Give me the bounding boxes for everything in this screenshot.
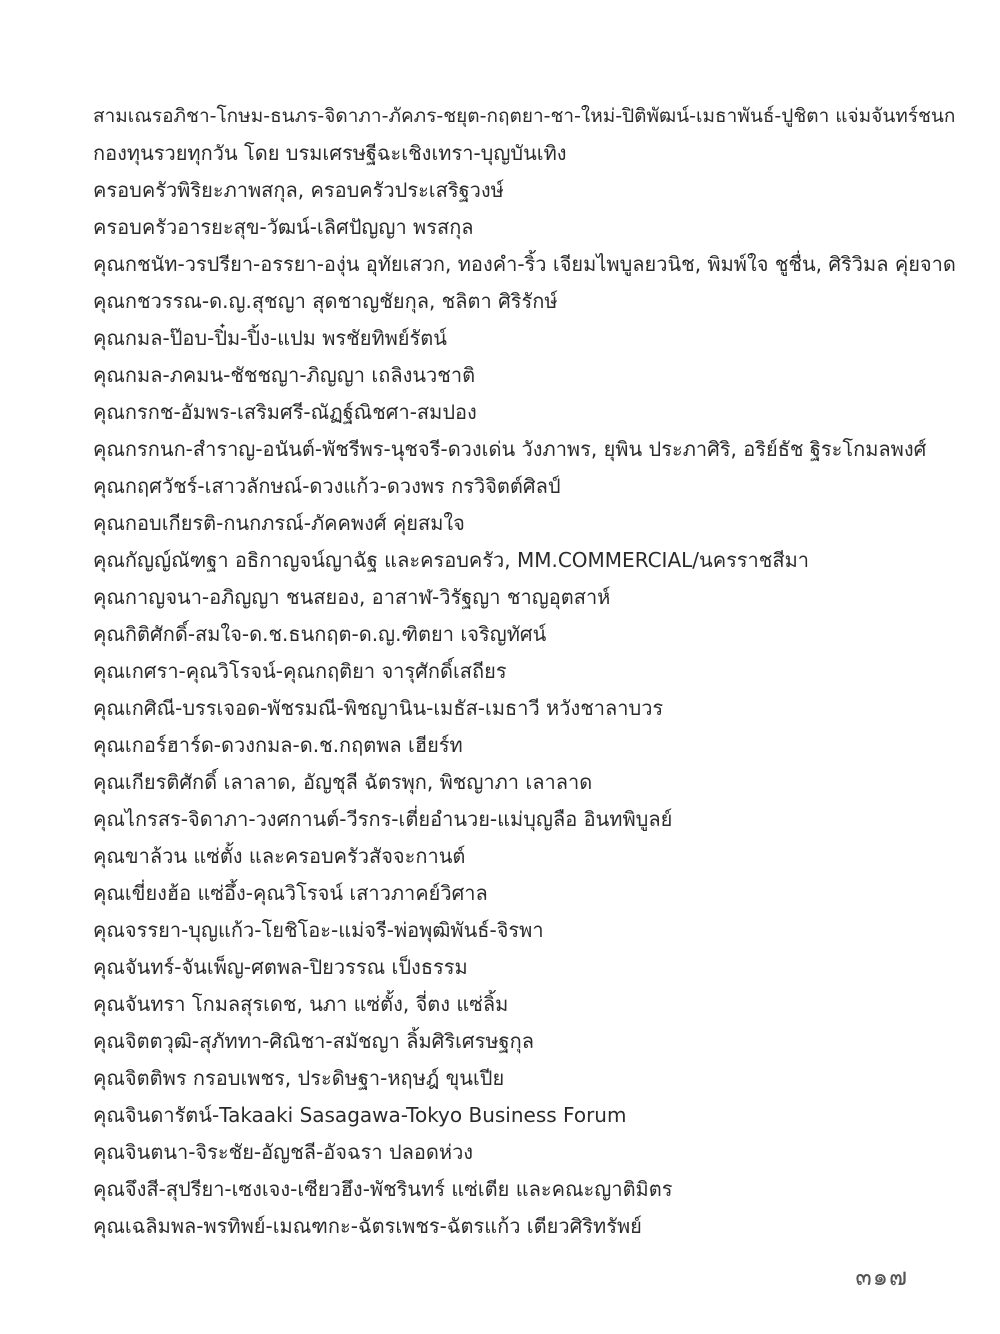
name-line: คุณจินดารัตน์-Takaaki Sasagawa-Tokyo Business Forum [93, 1103, 627, 1127]
name-line: คุณขาล้วน แซ่ตั้ง และครอบครัวสัจจะกานต์ [93, 844, 466, 868]
name-line: คุณเขี่ยงฮ้อ แซ่อึ้ง-คุณวิโรจน์ เสาวภาคย์วิศาล [93, 881, 488, 905]
name-line: คุณจึงสี-สุปรียา-เซงเจง-เซียวฮึง-พัชรินทร์ แซ่เตีย และคณะญาติมิตร [93, 1177, 673, 1201]
name-line: คุณเกศิณี-บรรเจอด-พัชรมณี-พิชญานิน-เมธัส-เมธาวี หวังชาลาบวร [93, 696, 664, 720]
name-line: คุณจินตนา-จิระชัย-อัญชลี-อัจฉรา ปลอดห่วง [93, 1140, 474, 1164]
name-line: คุณกชนัท-วรปรียา-อรรยา-องุ่น อุทัยเสวก, ทองคำ-ริ้ว เจียมไพบูลยวนิช, พิมพ์ใจ ชูชื่น, ศิริวิมล คุ่ยจาด [93, 252, 956, 276]
name-line: คุณกรกนก-สำราญ-อนันต์-พัชรีพร-นุชจรี-ดวงเด่น วังภาพร, ยุพิน ประภาศิริ, อริย์ธัช ฐิระโกมลพงศ์ [93, 437, 927, 461]
donor-name-list [93, 98, 963, 1245]
name-line: คุณกฤศวัชร์-เสาวลักษณ์-ดวงแก้ว-ดวงพร กรวิจิตต์ศิลป์ [93, 474, 561, 498]
name-line: คุณกาญจนา-อภิญญา ชนสยอง, อาสาฬ-วิรัฐญา ชาญอุตสาห์ [93, 585, 611, 609]
name-line: คุณกรกช-อัมพร-เสริมศรี-ณัฏฐ์ณิชศา-สมปอง [93, 400, 477, 424]
name-line: คุณจิตตวุฒิ-สุภัททา-ศิณิชา-สมัชญา ลิ้มศิริเศรษฐกุล [93, 1029, 534, 1053]
name-line: คุณกมล-ภคมน-ชัชชญา-ภิญญา เถลิงนวชาติ [93, 363, 476, 387]
name-line: คุณเฉลิมพล-พรทิพย์-เมณฑกะ-ฉัตรเพชร-ฉัตรแก้ว เตียวศิริทรัพย์ [93, 1214, 642, 1238]
name-line: คุณจันทรา โกมลสุรเดช, นภา แซ่ตั้ง, จี่ตง แซ่ลิ้ม [93, 992, 509, 1016]
name-line: คุณเกียรติศักดิ์ เลาลาด, อัญชุลี ฉัตรพุก, พิชญาภา เลาลาด [93, 770, 593, 794]
name-line: คุณจรรยา-บุญแก้ว-โยชิโอะ-แม่จรี-พ่อพุฒิพันธ์-จิรพา [93, 918, 544, 942]
name-line: ครอบครัวอารยะสุข-วัฒน์-เลิศปัญญา พรสกุล [93, 215, 474, 239]
name-line: คุณกอบเกียรติ-กนกภรณ์-ภัคคพงศ์ คุ่ยสมใจ [93, 511, 465, 535]
name-line: กองทุนรวยทุกวัน โดย บรมเศรษฐีฉะเชิงเทรา-บุญบันเทิง [93, 141, 567, 165]
name-line: คุณไกรสร-จิดาภา-วงศกานต์-วีรกร-เตี่ยอำนวย-แม่บุญลือ อินทพิบูลย์ [93, 807, 673, 831]
name-line: คุณกมล-ป๊อบ-ปิ๋ม-ปิ้ง-แปม พรชัยทิพย์รัตน์ [93, 326, 447, 350]
name-line: คุณจันทร์-จันเพ็ญ-ศตพล-ปิยวรรณ เป็งธรรม [93, 955, 468, 979]
name-line: คุณกิติศักดิ์-สมใจ-ด.ช.ธนกฤต-ด.ญ.ฑิตยา เจริญทัศน์ [93, 622, 547, 646]
name-line: คุณเกศรา-คุณวิโรจน์-คุณกฤติยา จารุศักดิ์เสถียร [93, 659, 507, 683]
name-line: สามเณรอภิชา-โกษม-ธนภร-จิดาภา-ภัคภร-ชยุต-กฤตยา-ชา-ใหม่-ปิติพัฒน์-เมธาพันธ์-ปูชิตา แจ่มจันทร์ชนก [93, 105, 956, 127]
page-number: ๓๑๗ [855, 1263, 908, 1291]
name-line: คุณจิตติพร กรอบเพชร, ประดิษฐา-หฤษฎ์ ขุนเปีย [93, 1066, 505, 1090]
name-line: คุณเกอร์ฮาร์ด-ดวงกมล-ด.ช.กฤตพล เฮียร์ท [93, 733, 463, 757]
name-line: คุณกัญญ์ณัฑฐา อธิกาญจน์ญาฉัฐ และครอบครัว, MM.COMMERCIAL/นครราชสีมา [93, 548, 809, 572]
name-line: ครอบครัวพิริยะภาพสกุล, ครอบครัวประเสริฐวงษ์ [93, 178, 504, 202]
name-line: คุณกชวรรณ-ด.ญ.สุชญา สุดชาญชัยกุล, ชลิตา ศิริรักษ์ [93, 289, 558, 313]
